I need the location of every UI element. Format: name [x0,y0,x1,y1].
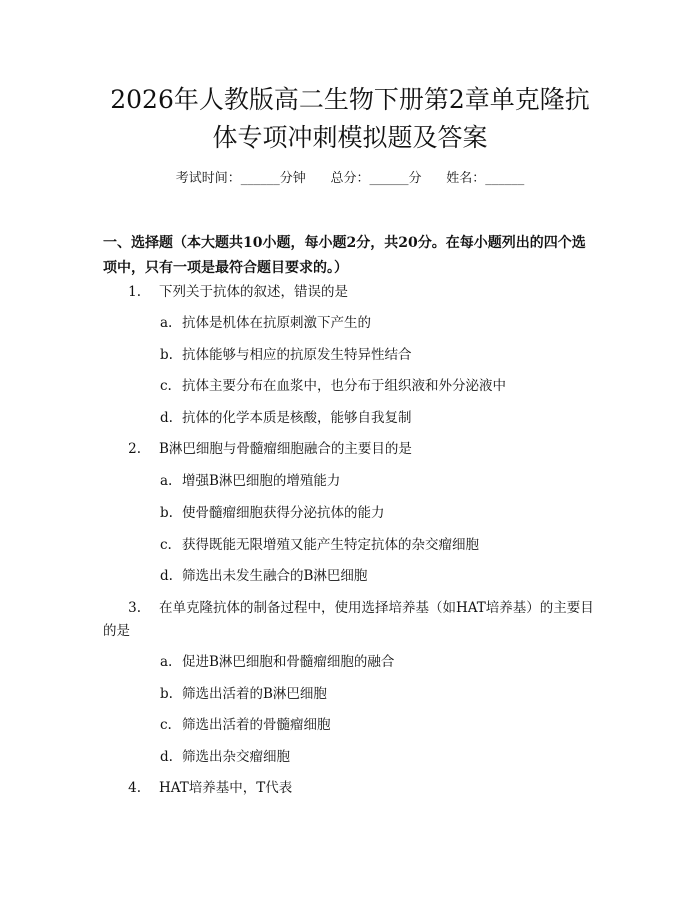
document-title-line-1: 2026年人教版高二生物下册第2章单克隆抗 [110,85,590,114]
section-heading-line-2: 项中，只有一项是最符合题目要求的。） [103,260,348,276]
option-letter: a. [160,473,173,489]
question-number: 2. [128,441,141,457]
question-3-option-a [160,652,620,672]
question-1 [103,280,623,305]
document-title-line-2: 体专项冲刺模拟题及答案 [212,123,488,152]
option-letter: b. [160,686,173,702]
question-2-option-d [160,566,620,586]
option-letter: c. [160,537,172,553]
question-2 [103,437,623,462]
option-text: 筛选出活着的骨髓瘤细胞 [182,717,331,733]
question-2-option-c [160,535,620,555]
option-text: 抗体的化学本质是核酸，能够自我复制 [182,410,412,426]
option-text: 获得既能无限增殖又能产生特定抗体的杂交瘤细胞 [182,537,479,553]
question-1-option-b [160,345,620,365]
option-letter: a. [160,315,173,331]
option-text: 抗体能够与相应的抗原发生特异性结合 [182,347,412,363]
question-3 [103,596,623,621]
question-3-option-d [160,747,620,767]
question-number: 1. [128,284,141,300]
question-text: HAT培养基中，T代表 [159,780,293,796]
question-2-option-b [160,503,620,523]
option-text: 促进B淋巴细胞和骨髓瘤细胞的融合 [182,654,395,670]
option-text: 筛选出杂交瘤细胞 [182,749,290,765]
question-1-option-a [160,313,620,333]
option-text: 抗体主要分布在血浆中，也分布于组织液和外分泌液中 [182,378,506,394]
option-text: 筛选出活着的B淋巴细胞 [182,686,327,702]
option-text: 抗体是机体在抗原刺激下产生的 [182,315,371,331]
option-letter: d. [160,410,173,426]
option-letter: d. [160,568,173,584]
exam-info-line: 考试时间：______分钟 总分：______分 姓名：______ [175,171,525,186]
question-text: 下列关于抗体的叙述，错误的是 [159,284,348,300]
option-letter: b. [160,505,173,521]
question-number: 4. [128,780,141,796]
option-text: 增强B淋巴细胞的增殖能力 [182,473,341,489]
option-letter: c. [160,717,172,733]
question-1-option-d [160,408,620,428]
section-heading-line-1: 一、选择题（本大题共10小题，每小题2分，共20分。在每小题列出的四个选 [103,235,586,251]
question-3-option-b [160,684,620,704]
question-text-line-1: 在单克隆抗体的制备过程中，使用选择培养基（如HAT培养基）的主要目 [159,600,594,616]
question-3-option-c [160,715,620,735]
option-letter: c. [160,378,172,394]
question-text: B淋巴细胞与骨髓瘤细胞融合的主要目的是 [159,441,412,457]
option-letter: a. [160,654,173,670]
question-4 [103,776,623,801]
option-letter: b. [160,347,173,363]
option-text: 使骨髓瘤细胞获得分泌抗体的能力 [182,505,385,521]
question-1-option-c [160,376,620,396]
question-3-continuation [103,619,623,644]
option-letter: d. [160,749,173,765]
question-2-option-a [160,471,620,491]
question-text-line-2: 的是 [103,623,130,639]
question-number: 3. [128,600,141,616]
option-text: 筛选出未发生融合的B淋巴细胞 [182,568,368,584]
